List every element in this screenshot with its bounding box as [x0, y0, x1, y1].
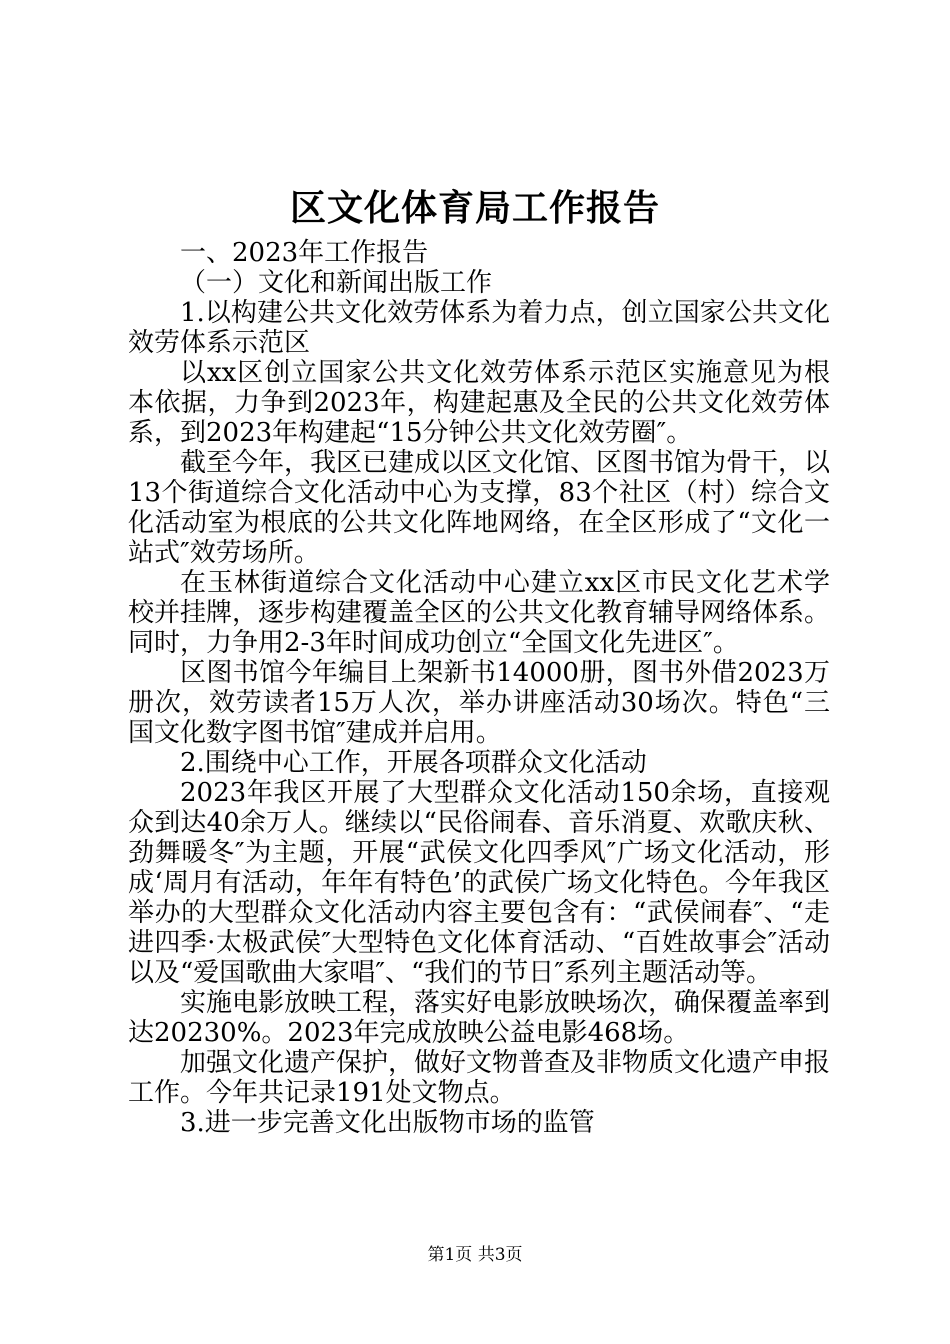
- page-footer: 第1页 共3页: [427, 1245, 523, 1265]
- paragraph: 截至今年，我区已建成以区文化馆、区图书馆为骨干，以13个街道综合文化活动中心为支撑，83个社区（村）综合文化活动室为根底的公共文化阵地网络，在全区形成了“文化一站式″效劳场所。: [128, 448, 831, 568]
- paragraph: 实施电影放映工程，落实好电影放映场次，确保覆盖率到达20230%。2023年完成放映公益电影468场。: [128, 988, 831, 1048]
- item-heading: 1.以构建公共文化效劳体系为着力点，创立国家公共文化效劳体系示范区: [128, 298, 830, 358]
- subsection-heading: （一）文化和新闻出版工作: [180, 268, 493, 298]
- document-title: 区文化体育局工作报告: [289, 187, 660, 229]
- paragraph: 加强文化遗产保护，做好文物普查及非物质文化遗产申报工作。今年共记录191处文物点。: [128, 1048, 831, 1108]
- paragraph: 2023年我区开展了大型群众文化活动150余场，直接观众到达40余万人。继续以“民俗闹春、音乐消夏、欢歌庆秋、劲舞暖冬″为主题，开展“武侯文化四季风″广场文化活动，形成‘周月有活动，年年有特色’的武侯广场文化特色。今年我区举办的大型群众文化活动内容主要包含有：“武侯闹春″、“走进四季·太极武侯″大型特色文化体育活动、“百姓故事会″活动以及“爱国歌曲大家唱″、“我们的节日″系列主题活动等。: [128, 778, 830, 988]
- item-heading: 3.进一步完善文化出版物市场的监管: [180, 1108, 595, 1138]
- paragraph: 在玉林街道综合文化活动中心建立xx区市民文化艺术学校并挂牌，逐步构建覆盖全区的公共文化教育辅导网络体系。同时，力争用2-3年时间成功创立“全国文化先进区″。: [128, 568, 831, 658]
- item-heading: 2.围绕中心工作，开展各项群众文化活动: [180, 748, 647, 778]
- paragraph: 以xx区创立国家公共文化效劳体系示范区实施意见为根本依据，力争到2023年，构建起惠及全民的公共文化效劳体系，到2023年构建起“15分钟公共文化效劳圈″。: [128, 358, 830, 448]
- paragraph: 区图书馆今年编目上架新书14000册，图书外借2023万册次，效劳读者15万人次，举办讲座活动30场次。特色“三国文化数字图书馆″建成并启用。: [128, 658, 830, 748]
- document-body: [128, 238, 830, 1138]
- section-heading: 一、2023年工作报告: [180, 238, 429, 268]
